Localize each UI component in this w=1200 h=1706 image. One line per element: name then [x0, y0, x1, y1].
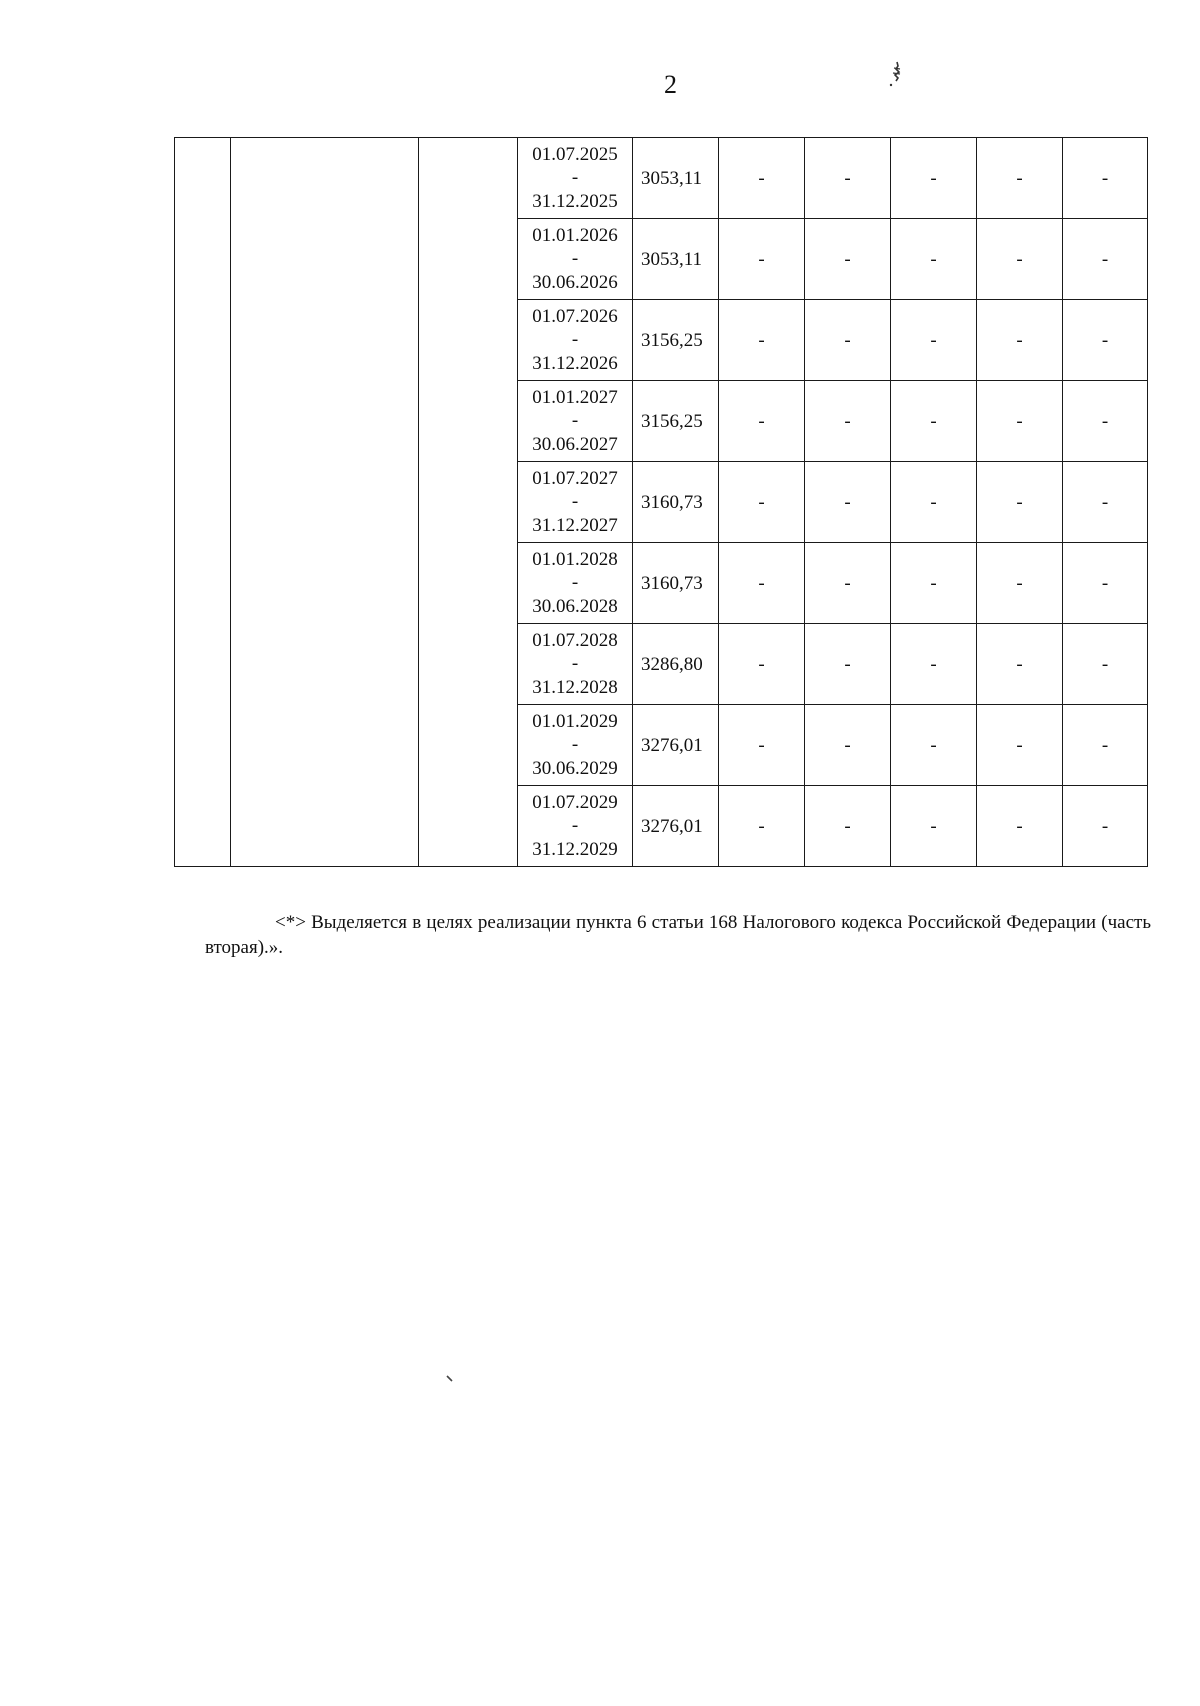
footnote-text: <*> Выделяется в целях реализации пункта 6 статьи 168 Налогового кодекса Российской Федерации (часть вторая).». [205, 912, 1151, 958]
dash-cell: - [719, 543, 805, 624]
dash-cell: - [805, 381, 891, 462]
period-start: 01.07.2027 [532, 467, 618, 489]
dash-cell: - [977, 786, 1063, 867]
dash-cell: - [977, 543, 1063, 624]
dash-cell: - [977, 300, 1063, 381]
period-sep: - [571, 248, 579, 270]
period-sep: - [571, 653, 579, 675]
dash-cell: - [891, 462, 977, 543]
period-end: 30.06.2028 [532, 595, 618, 617]
tariff-value: 3160,73 [633, 462, 719, 543]
tariff-value: 3156,25 [633, 381, 719, 462]
dash-cell: - [1063, 381, 1148, 462]
dash-cell: - [1063, 462, 1148, 543]
period-cell [518, 786, 633, 867]
dash-cell: - [805, 219, 891, 300]
period-sep: - [571, 815, 579, 837]
dash-cell: - [977, 705, 1063, 786]
dash-cell: - [805, 462, 891, 543]
dash-cell: - [805, 138, 891, 219]
dash-cell: - [1063, 138, 1148, 219]
period-start: 01.07.2029 [532, 791, 618, 813]
period-cell [518, 138, 633, 219]
dash-cell: - [805, 705, 891, 786]
dash-cell: - [719, 624, 805, 705]
dash-cell: - [1063, 543, 1148, 624]
dash-cell: - [805, 300, 891, 381]
period-start: 01.07.2028 [532, 629, 618, 651]
table-body [175, 138, 1148, 867]
period-cell [518, 624, 633, 705]
dash-cell: - [719, 381, 805, 462]
tariff-value: 3053,11 [633, 219, 719, 300]
blank-col-unit [419, 138, 518, 867]
period-cell [518, 381, 633, 462]
period-end: 31.12.2026 [532, 352, 618, 374]
dash-cell: - [891, 138, 977, 219]
period-start: 01.07.2026 [532, 305, 618, 327]
table-row [175, 138, 1148, 219]
dash-cell: - [719, 786, 805, 867]
period-sep: - [571, 491, 579, 513]
dash-cell: - [1063, 300, 1148, 381]
dash-cell: - [719, 300, 805, 381]
tariff-value: 3156,25 [633, 300, 719, 381]
dash-cell: - [805, 786, 891, 867]
period-end: 30.06.2026 [532, 271, 618, 293]
period-end: 31.12.2029 [532, 838, 618, 860]
dash-cell: - [805, 543, 891, 624]
tariff-schedule-table [174, 137, 1148, 867]
dash-cell: - [1063, 624, 1148, 705]
period-end: 31.12.2025 [532, 190, 618, 212]
period-sep: - [571, 329, 579, 351]
dash-cell: - [805, 624, 891, 705]
period-sep: - [571, 734, 579, 756]
period-cell [518, 462, 633, 543]
period-cell [518, 543, 633, 624]
dash-cell: - [891, 300, 977, 381]
period-end: 30.06.2027 [532, 433, 618, 455]
dash-cell: - [1063, 219, 1148, 300]
scan-mark-icon [888, 60, 906, 88]
period-start: 01.01.2027 [532, 386, 618, 408]
dash-cell: - [891, 786, 977, 867]
dash-cell: - [719, 138, 805, 219]
tariff-value: 3053,11 [633, 138, 719, 219]
tariff-value: 3160,73 [633, 543, 719, 624]
dash-cell: - [719, 462, 805, 543]
dash-cell: - [1063, 705, 1148, 786]
period-sep: - [571, 572, 579, 594]
blank-col-name [231, 138, 419, 867]
period-end: 30.06.2029 [532, 757, 618, 779]
dash-cell: - [977, 381, 1063, 462]
dash-cell: - [1063, 786, 1148, 867]
period-start: 01.01.2026 [532, 224, 618, 246]
tariff-value: 3286,80 [633, 624, 719, 705]
period-cell [518, 705, 633, 786]
dash-cell: - [977, 624, 1063, 705]
tariff-value: 3276,01 [633, 786, 719, 867]
dash-cell: - [891, 705, 977, 786]
period-sep: - [571, 167, 579, 189]
dash-cell: - [977, 462, 1063, 543]
page-number: 2 [664, 70, 677, 99]
period-start: 01.01.2028 [532, 548, 618, 570]
period-end: 31.12.2028 [532, 676, 618, 698]
period-cell [518, 219, 633, 300]
dash-cell: - [977, 138, 1063, 219]
period-end: 31.12.2027 [532, 514, 618, 536]
tariff-value: 3276,01 [633, 705, 719, 786]
dash-cell: - [891, 381, 977, 462]
dash-cell: - [719, 705, 805, 786]
dash-cell: - [891, 219, 977, 300]
dash-cell: - [891, 543, 977, 624]
blank-col-number [175, 138, 231, 867]
period-cell [518, 300, 633, 381]
dash-cell: - [719, 219, 805, 300]
footnote [205, 910, 1151, 960]
period-start: 01.01.2029 [532, 710, 618, 732]
dash-cell: - [891, 624, 977, 705]
period-start: 01.07.2025 [532, 143, 618, 165]
stray-mark-icon [446, 1375, 454, 1383]
period-sep: - [571, 410, 579, 432]
dash-cell: - [977, 219, 1063, 300]
